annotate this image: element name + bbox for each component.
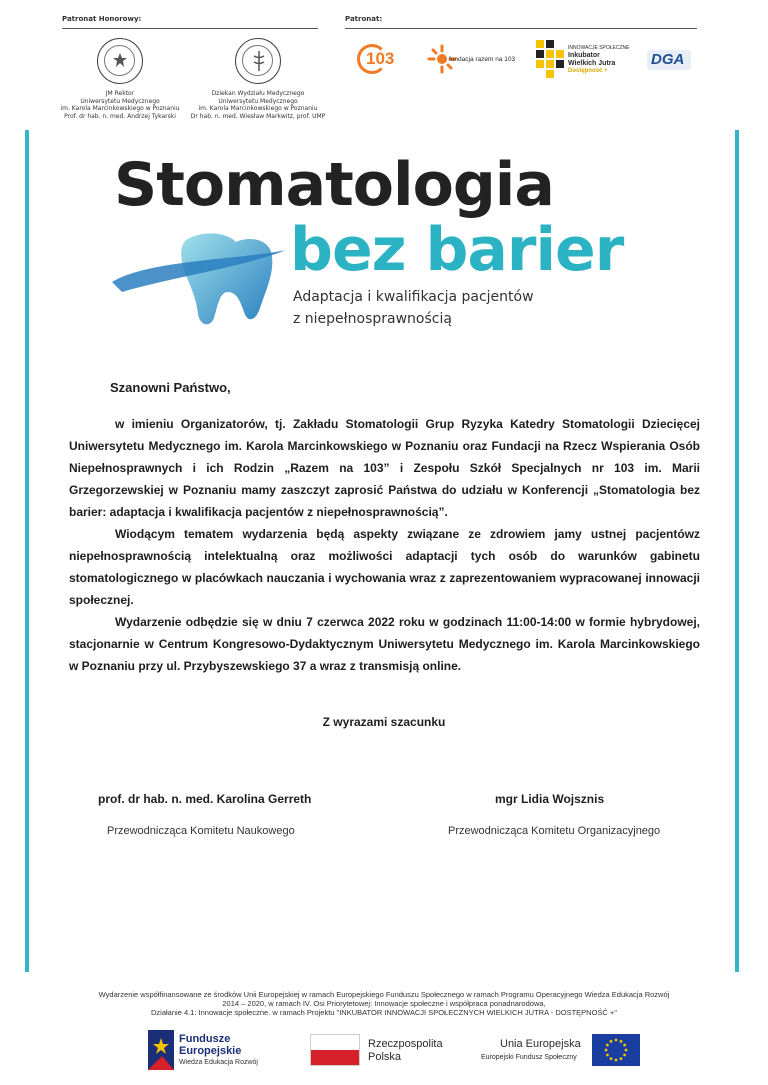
fe-star-icon <box>148 1030 174 1070</box>
rzeczpospolita-polska-logo: Rzeczpospolita Polska <box>310 1034 450 1070</box>
signatory-role-1: Przewodnicząca Komitetu Naukowego <box>107 825 295 837</box>
honorary-patronage-label: Patronat Honorowy: <box>62 15 142 23</box>
letter-paragraph-1: w imieniu Organizatorów, tj. Zakładu Stomatologii Grup Ryzyka Katedry Stomatologii Dziecięcej Uniwersytetu Medycznego im. Karola Marcinkowskiego w Poznaniu oraz Fundacji na Rzecz Wspierania Osób Niepełnosprawnych i ich Rodzin „Razem na 103” i Zespołu Szkół Specjalnych nr 103 im. Marii Grzegorzewskiej w Poznaniu mamy zaszczyt zaprosić Państwa do udziału w Konferencji „Stomatologia bez barier: adaptacja i kwalifikacja pacjentów z niepełnosprawnością”. <box>69 417 700 519</box>
letter-closing: Z wyrazami szacunku <box>322 715 446 729</box>
brand-title-line1: Stomatologia <box>114 150 554 220</box>
signatory-role-2: Przewodnicząca Komitetu Organizacyjnego <box>448 825 661 837</box>
letter-paragraph-3: Wydarzenie odbędzie się w dniu 7 czerwca 2022 roku w godzinach 11:00-14:00 w formie hybrydowej, stacjonarnie w Centrum Kongresowo-Dydaktycznym Uniwersytetu Medycznego im. Karola Marcinkowskiego w Poznaniu przy ul. Przybyszewskiego 37 a wraz z transmisją online. <box>69 615 700 673</box>
letter-greeting: Szanowni Państwo, <box>110 380 231 395</box>
brand-title-line2: bez barier <box>290 215 624 285</box>
eu-flag-icon <box>592 1034 640 1066</box>
unia-europejska-logo: Unia Europejska Europejski Fundusz Społeczny <box>478 1034 643 1070</box>
fundacja-razem-logo: fundacja razem na 103 <box>427 42 537 78</box>
funding-note: Wydarzenie współfinansowane ze środków Unii Europejskiej w ramach Europejskiego Funduszu Społecznego w ramach Programu Operacyjnego Wiedza Edukacja Rozwój 2014 – 2020, w ramach IV. Osi Priorytetowej: Innowacje społeczne i współpraca ponadnarodowa, Działanie 4.1: Innowacje społeczne. w ramach Projektu "INKUBATOR INNOWACJI SPOŁECZNYCH WIELKICH JUTRA - DOSTĘPNOŚĆ +" <box>98 990 670 1017</box>
dga-logo: DGA <box>647 48 691 72</box>
tooth-icon <box>108 230 288 330</box>
polish-flag-icon <box>310 1034 360 1066</box>
faculty-seal-icon <box>235 38 281 84</box>
right-accent-bar <box>735 130 739 972</box>
brand-subtitle: Adaptacja i kwalifikacja pacjentów z niepełnosprawnością <box>293 289 534 327</box>
left-accent-bar <box>25 130 29 972</box>
rector-caption: JM Rektor Uniwersytetu Medycznego im. Karola Marcinkowskiego w Poznaniu Prof. dr hab. n. med. Andrzej Tykarski <box>60 90 180 120</box>
pixel-blocks-icon <box>536 40 566 80</box>
university-seal-icon <box>97 38 143 84</box>
fundusze-europejskie-logo: Fundusze Europejskie Wiedza Edukacja Rozwój <box>148 1030 278 1074</box>
letter-paragraph-2: Wiodącym tematem wydarzenia będą aspekty związane ze zdrowiem jamy ustnej pacjentówz niepełnosprawnością intelektualną oraz możliwości adaptacji tych osób do warunków gabinetu stomatologicznego w placówkach nauczania i wychowania wraz z zaprezentowaniem wypracowanej innowacji społecznej. <box>69 527 700 607</box>
letter-body <box>69 413 700 677</box>
signatory-name-2: mgr Lidia Wojsznis <box>495 792 605 806</box>
signatory-name-1: prof. dr hab. n. med. Karolina Gerreth <box>98 792 312 806</box>
patronage-label: Patronat: <box>345 15 383 23</box>
inkubator-logo: INNOWACJE SPOŁECZNE Inkubator Wielkich Jutra Dostępność + <box>536 40 636 82</box>
dean-caption: Dziekan Wydziału Medycznego Uniwersytetu Medycznego im. Karola Marcinkowskiego w Poznaniu Dr hab. n. med. Wiesław Markwitz, prof. UMP <box>190 90 326 120</box>
header-divider-right <box>345 28 697 29</box>
header-divider-left <box>62 28 318 29</box>
logo-103: 103 <box>357 44 401 74</box>
